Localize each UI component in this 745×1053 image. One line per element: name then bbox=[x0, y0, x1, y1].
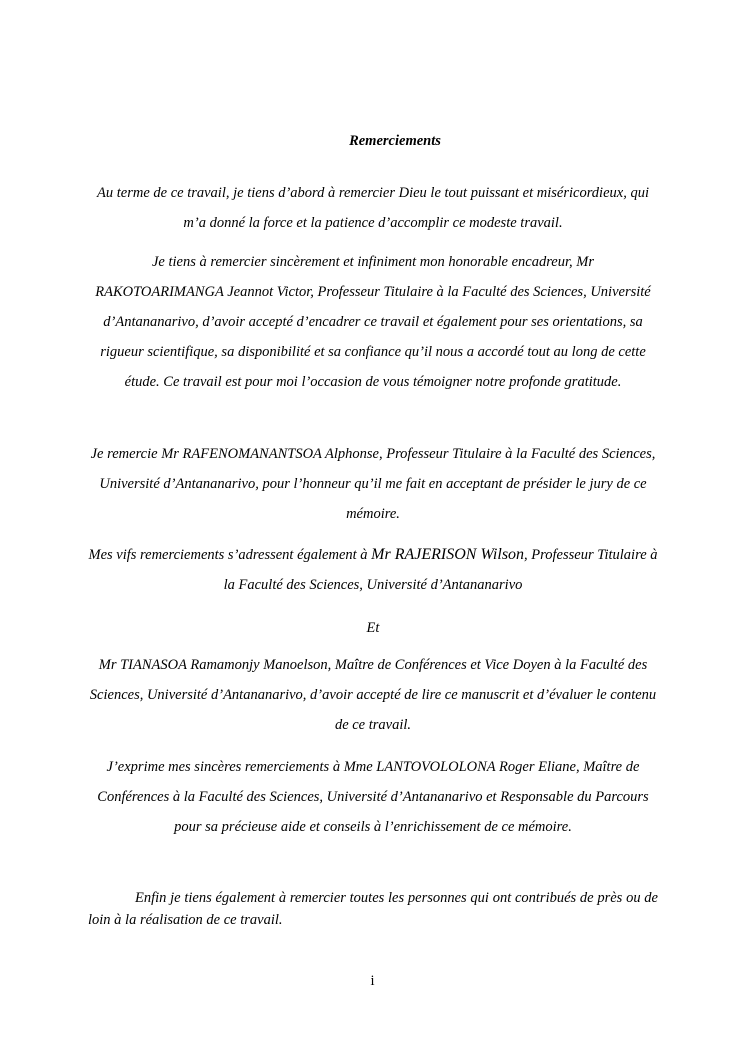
paragraph-reviewer: Mr TIANASOA Ramamonjy Manoelson, Maître de Conférences et Vice Doyen à la Faculté des Sciences, Université d’Antananarivo, d’avoir accepté de lire ce manuscrit et d’évaluer le contenu de ce travail. bbox=[89, 657, 657, 733]
paragraph-examiner-name: Mr RAJERISON Wilson bbox=[371, 546, 525, 563]
page-number: i bbox=[370, 973, 375, 989]
page-title: Remerciements bbox=[349, 133, 441, 149]
paragraph-examiner-before: Mes vifs remerciements s’adressent également à bbox=[88, 547, 372, 563]
paragraph-closing: Enfin je tiens également à remercier toutes les personnes qui ont contribués de près ou de loin à la réalisation de ce travail. bbox=[88, 890, 658, 928]
paragraph-examiner-after: , Professeur Titulaire à la Faculté des Sciences, Université d’Antananarivo bbox=[223, 547, 658, 593]
paragraph-intro: Au terme de ce travail, je tiens d’abord à remercier Dieu le tout puissant et miséricordieux, qui m’a donné la force et la patience d’accomplir ce modeste travail. bbox=[97, 185, 649, 231]
paragraph-examiner bbox=[88, 540, 658, 600]
paragraph-supervisor: Je tiens à remercier sincèrement et infiniment mon honorable encadreur, Mr RAKOTOARIMANGA Jeannot Victor, Professeur Titulaire à la Faculté des Sciences, Université d’Antananarivo, d’avoir accepté d’encadrer ce travail et également pour ses orientations, sa rigueur scientifique, sa disponibilité et sa confiance qu’il nous a accordé tout au long de cette étude. Ce travail est pour moi l’occasion de vous témoigner notre profonde gratitude. bbox=[95, 254, 651, 390]
paragraph-program-head: J’exprime mes sincères remerciements à Mme LANTOVOLOLONA Roger Eliane, Maître de Conférences à la Faculté des Sciences, Université d’Antananarivo et Responsable du Parcours pour sa précieuse aide et conseils à l’enrichissement de ce mémoire. bbox=[97, 759, 649, 835]
paragraph-jury-president: Je remercie Mr RAFENOMANANTSOA Alphonse, Professeur Titulaire à la Faculté des Sciences, Université d’Antananarivo, pour l’honneur qu’il me fait en acceptant de présider le jury de ce mémoire. bbox=[90, 446, 656, 522]
paragraph-et: Et bbox=[366, 620, 380, 636]
